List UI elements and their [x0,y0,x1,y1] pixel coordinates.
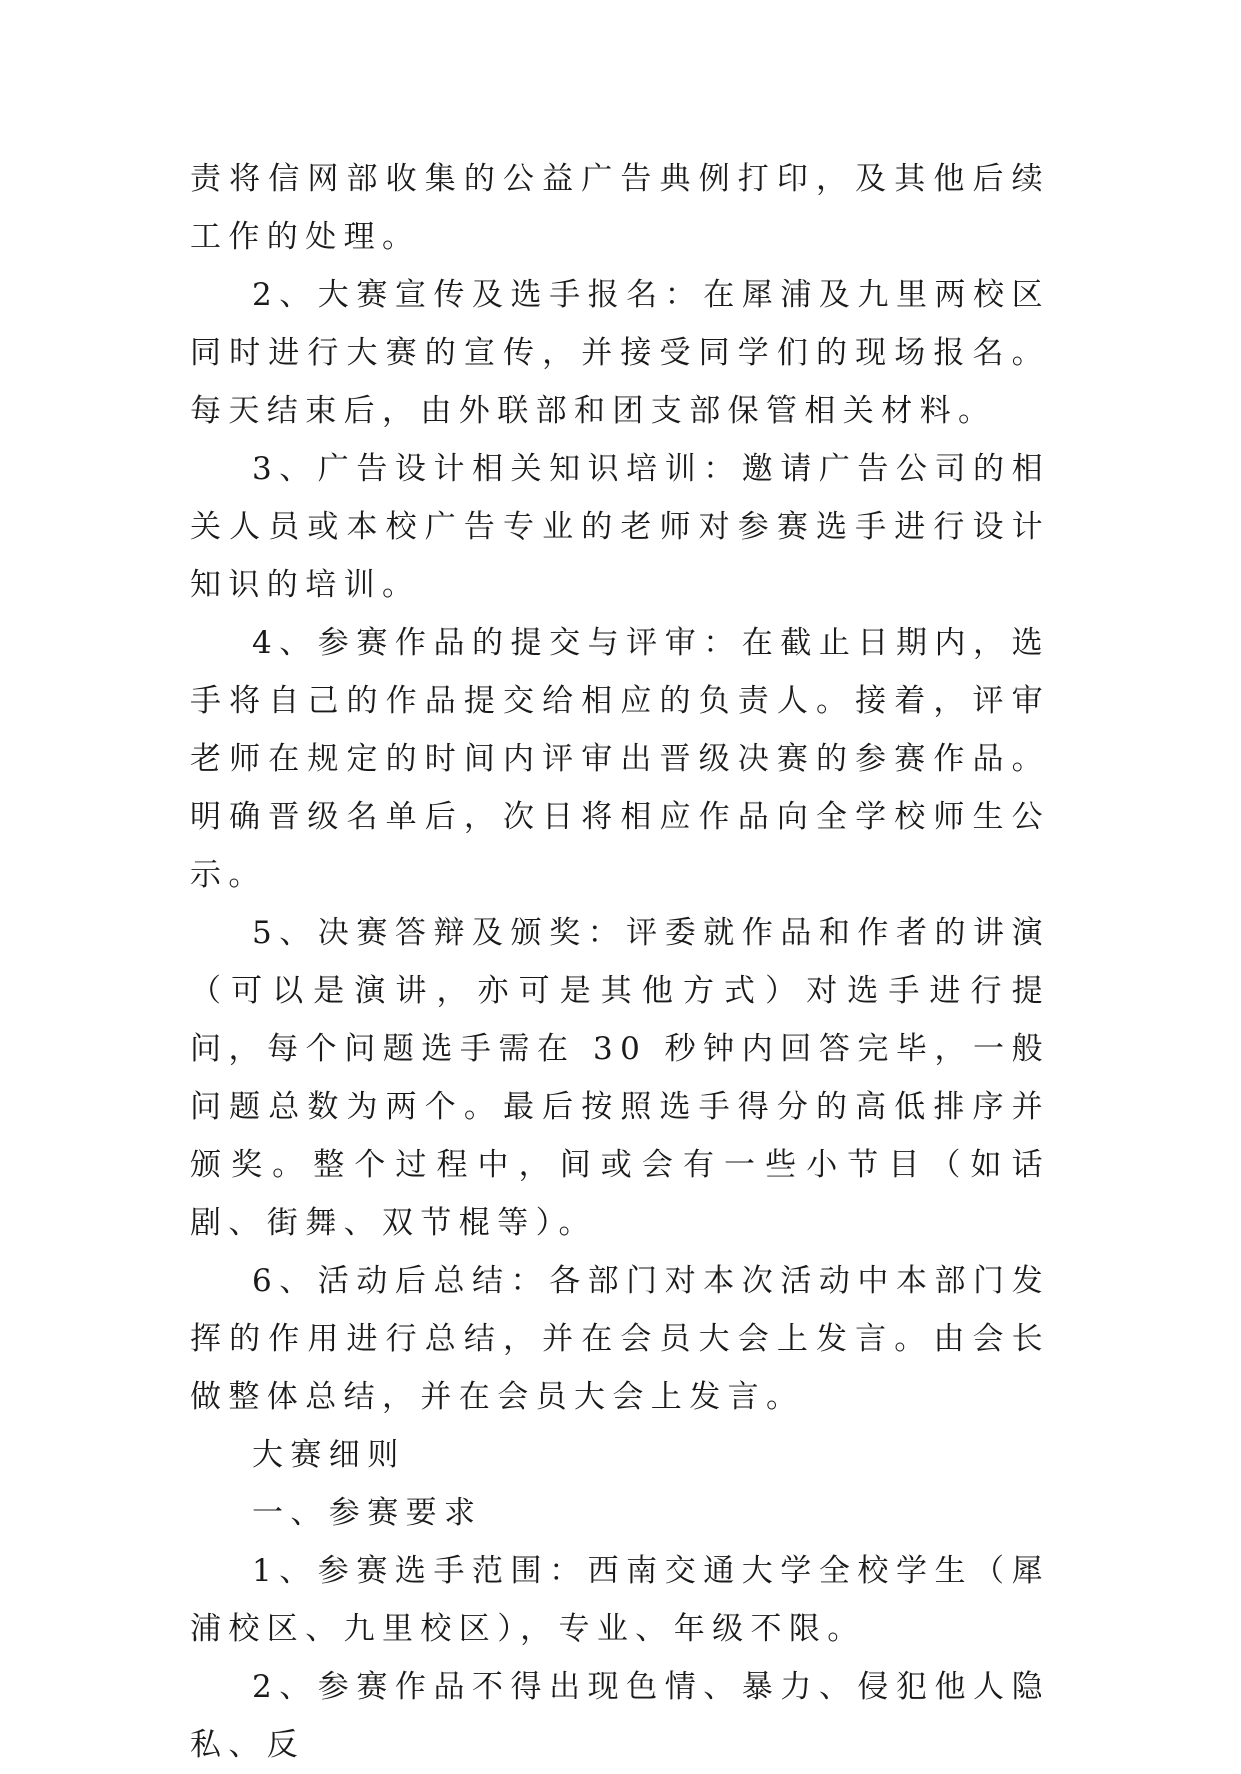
paragraph-continuation: 责将信网部收集的公益广告典例打印，及其他后续工作的处理。 [190,161,1050,255]
paragraph-item-4: 4、参赛作品的提交与评审：在截止日期内，选手将自己的作品提交给相应的负责人。接着，评审老师在规定的时间内评审出晋级决赛的参赛作品。明确晋级名单后，次日将相应作品向全学校师生公示。 [190,625,1050,893]
section-heading: 大赛细则 [252,1437,406,1473]
document-body [190,150,1050,1774]
rule-item-2: 2、参赛作品不得出现色情、暴力、侵犯他人隐私、反 [190,1669,1050,1763]
rule-item-1: 1、参赛选手范围：西南交通大学全校学生（犀浦校区、九里校区），专业、年级不限。 [190,1553,1050,1647]
paragraph-item-5: 5、决赛答辩及颁奖：评委就作品和作者的讲演（可以是演讲，亦可是其他方式）对选手进行提问，每个问题选手需在 30 秒钟内回答完毕，一般问题总数为两个。最后按照选手得分的高低排序并颁奖。整个过程中，间或会有一些小节目（如话剧、街舞、双节棍等）。 [190,915,1050,1241]
paragraph-item-6: 6、活动后总结：各部门对本次活动中本部门发挥的作用进行总结，并在会员大会上发言。由会长做整体总结，并在会员大会上发言。 [190,1263,1050,1415]
subsection-heading: 一、参赛要求 [252,1495,483,1531]
paragraph-item-2: 2、大赛宣传及选手报名：在犀浦及九里两校区同时进行大赛的宣传，并接受同学们的现场报名。每天结束后，由外联部和团支部保管相关材料。 [190,277,1050,429]
paragraph-item-3: 3、广告设计相关知识培训：邀请广告公司的相关人员或本校广告专业的老师对参赛选手进行设计知识的培训。 [190,451,1050,603]
